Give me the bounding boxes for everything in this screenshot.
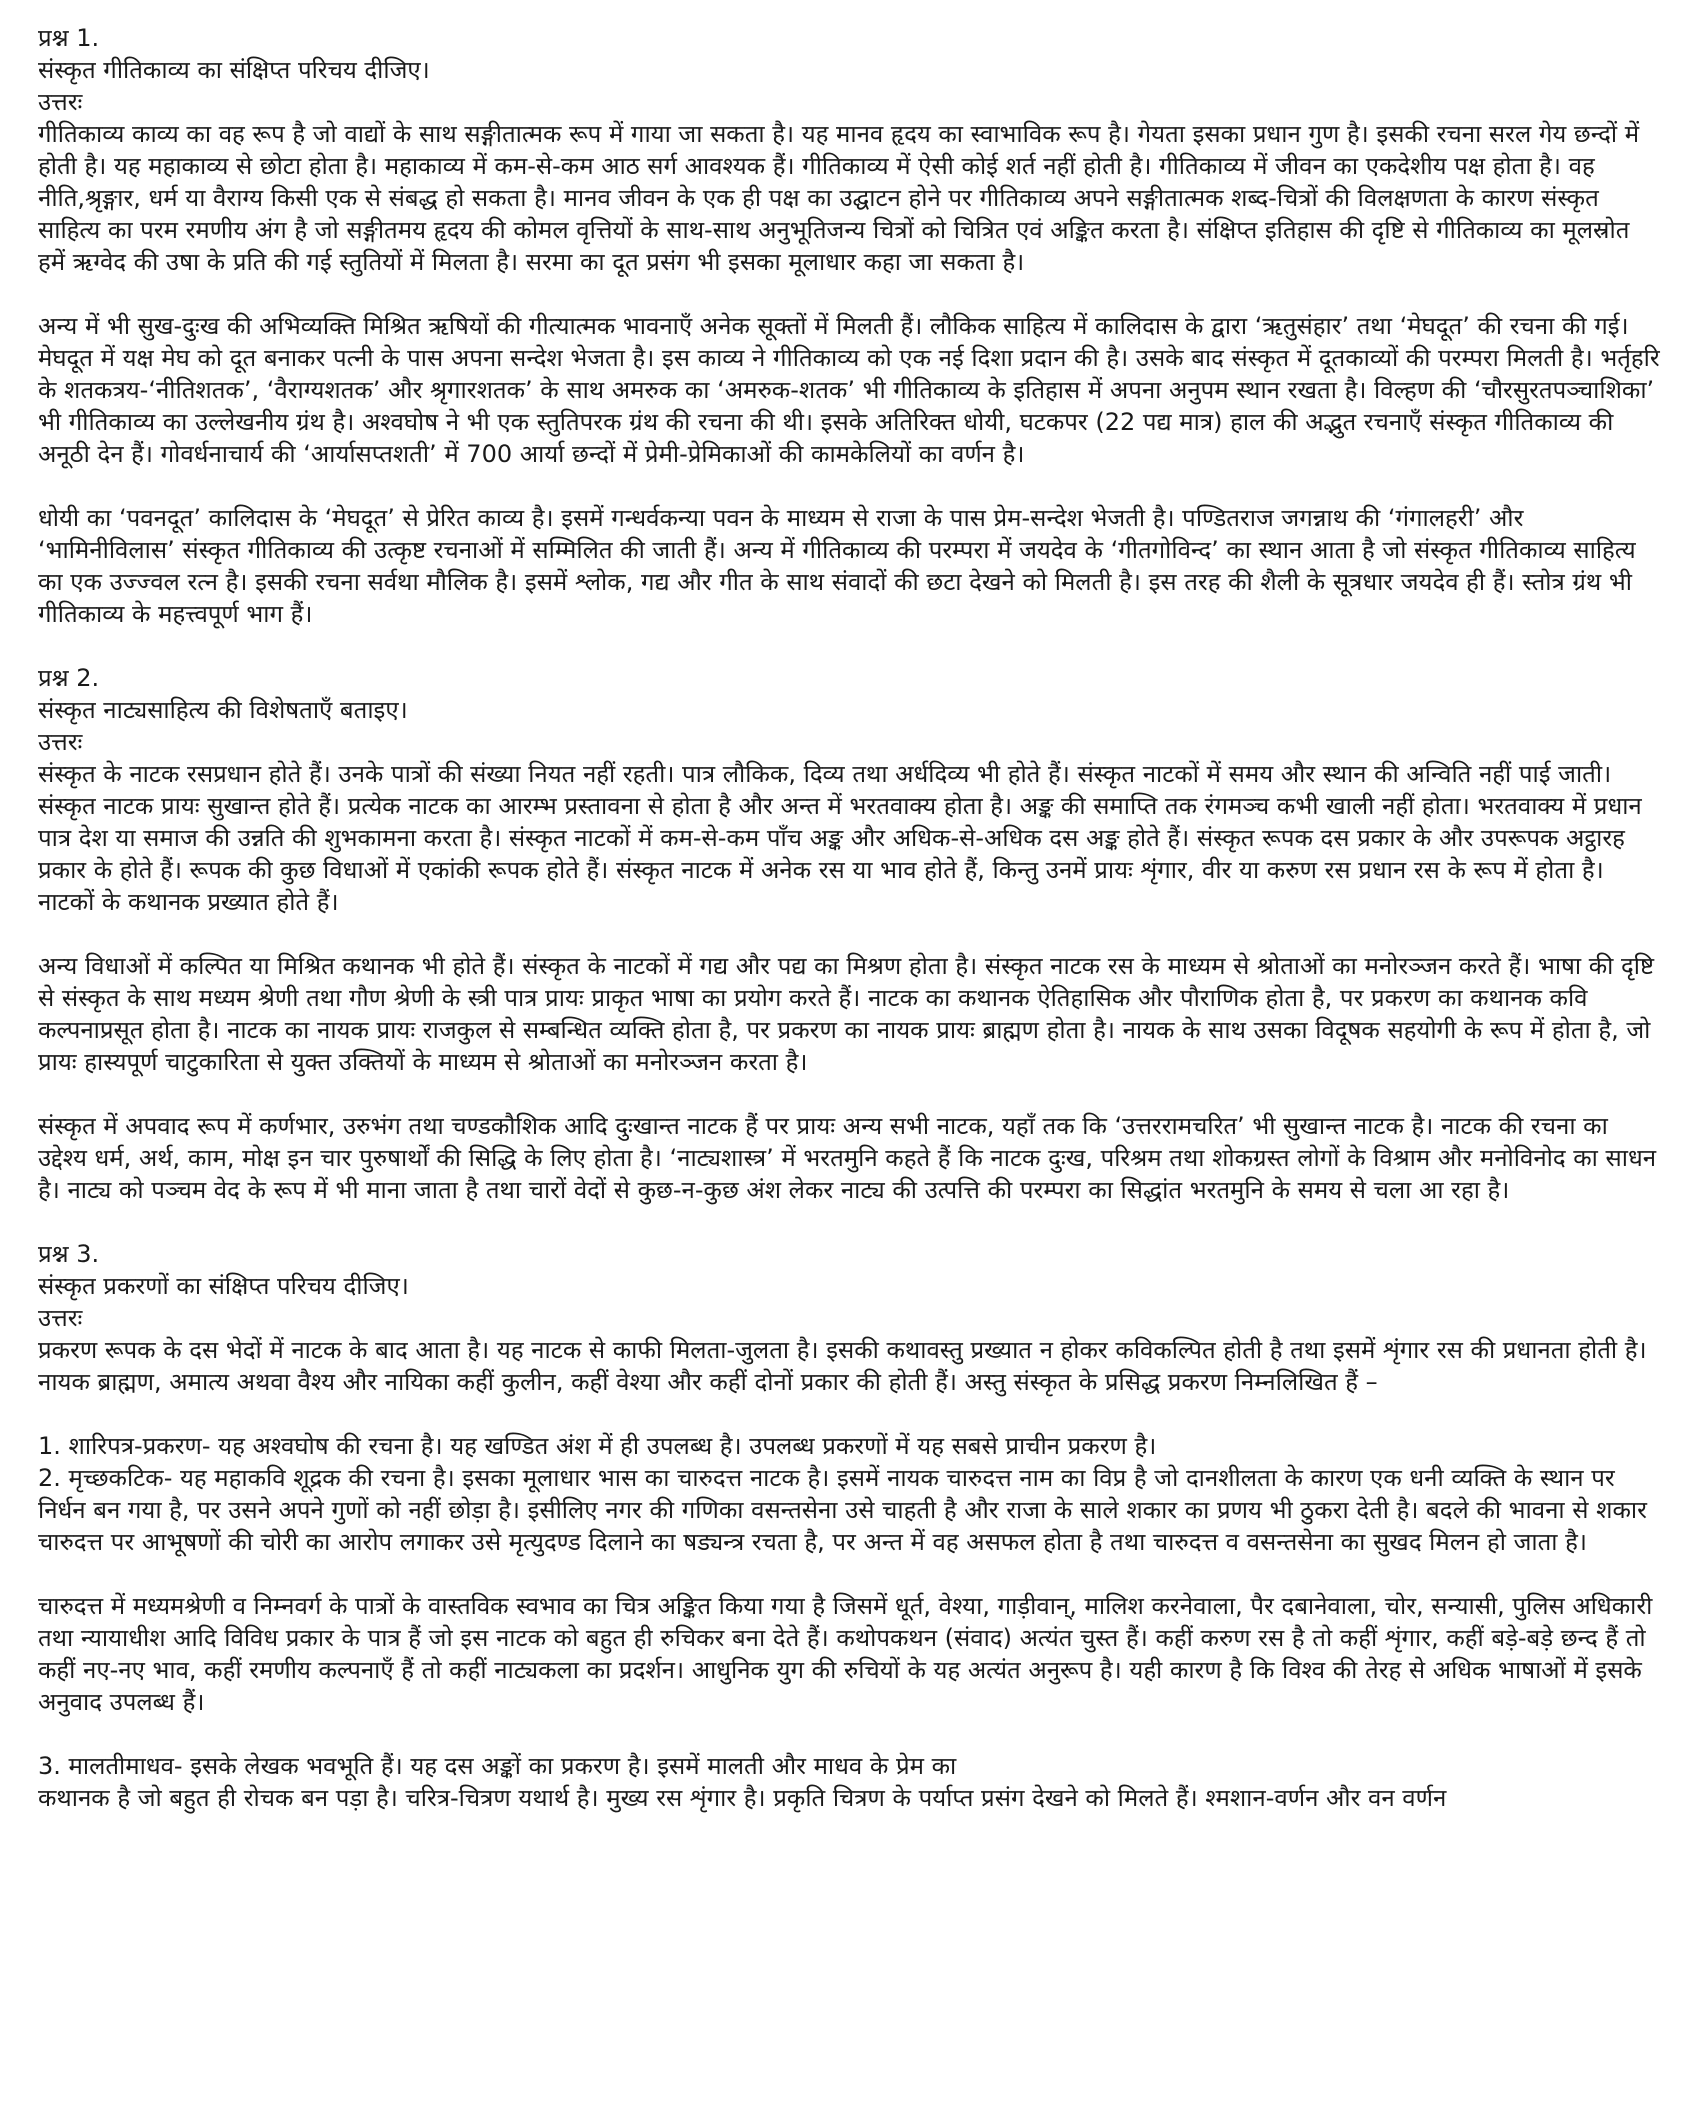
list-item-3-line-1: 3. मालतीमाधव- इसके लेखक भवभूति हैं। यह दस अङ्कों का प्रकरण है। इसमें मालती और माधव के प्रेम का bbox=[38, 1752, 957, 1780]
answer-1-paragraph-1: गीतिकाव्य काव्य का वह रूप है जो वाद्यों के साथ सङ्गीतात्मक रूप में गाया जा सकता है। यह मानव हृदय का स्वाभाविक रूप है। गेयता इसका प्रधान गुण है। इसकी रचना सरल गेय छन्दों में होती है। यह महाकाव्य से छोटा होता है। महाकाव्य में कम-से-कम आठ सर्ग आवश्यक हैं। गीतिकाव्य में ऐसी कोई शर्त नहीं होती है। गीतिकाव्य में जीवन का एकदेशीय पक्ष होता है। वह नीति,श्रृङ्गार, धर्म या वैराग्य किसी एक से संबद्ध हो सकता है। मानव जीवन के एक ही पक्ष का उद्घाटन होने पर गीतिकाव्य अपने सङ्गीतात्मक शब्द-चित्रों की विलक्षणता के कारण संस्कृत साहित्य का परम रमणीय अंग है जो सङ्गीतमय हृदय की कोमल वृत्तियों के साथ-साथ अनुभूतिजन्य चित्रों को चित्रित एवं अङ्कित करता है। संक्षिप्त इतिहास की दृष्टि से गीतिकाव्य का मूलस्रोत हमें ऋग्वेद की उषा के प्रति की गई स्तुतियों में मिलता है। सरमा का दूत प्रसंग भी इसका मूलाधार कहा जा सकता है। bbox=[38, 120, 1640, 276]
answer-2-paragraph-3: संस्कृत में अपवाद रूप में कर्णभार, उरुभंग तथा चण्डकौशिक आदि दुःखान्त नाटक हैं पर प्रायः अन्य सभी नाटक, यहाँ तक कि ‘उत्तररामचरित’ भी सुखान्त नाटक है। नाटक की रचना का उद्देश्य धर्म, अर्थ, काम, मोक्ष इन चार पुरुषार्थों की सिद्धि के लिए होता है। ‘नाट्यशास्त्र’ में भरतमुनि कहते हैं कि नाटक दुःख, परिश्रम तथा शोकग्रस्त लोगों के विश्राम और मनोविनोद का साधन है। नाट्य को पञ्चम वेद के रूप में भी माना जाता है तथा चारों वेदों से कुछ-न-कुछ अंश लेकर नाट्य की उत्पत्ति की परम्परा का सिद्धांत भरतमुनि के समय से चला आ रहा है। bbox=[38, 1112, 1657, 1204]
question-3-text: संस्कृत प्रकरणों का संक्षिप्त परिचय दीजिए। bbox=[38, 1272, 409, 1300]
list-item-3-line-2: कथानक है जो बहुत ही रोचक बन पड़ा है। चरित्र-चित्रण यथार्थ है। मुख्य रस शृंगार है। प्रकृति चित्रण के पर्याप्त प्रसंग देखने को मिलते हैं। श्मशान-वर्णन और वन वर्णन bbox=[38, 1784, 1447, 1812]
list-item-1: 1. शारिपत्र-प्रकरण- यह अश्वघोष की रचना है। यह खण्डित अंश में ही उपलब्ध है। उपलब्ध प्रकरणों में यह सबसे प्राचीन प्रकरण है। bbox=[38, 1432, 1157, 1460]
document bbox=[38, 22, 1662, 1834]
question-1-label: प्रश्न 1. bbox=[38, 24, 100, 52]
list-item-2-continuation: चारुदत्त में मध्यमश्रेणी व निम्नवर्ग के पात्रों के वास्तविक स्वभाव का चित्र अङ्कित किया गया है जिसमें धूर्त, वेश्या, गाड़ीवान्, मालिश करनेवाला, पैर दबानेवाला, चोर, सन्यासी, पुलिस अधिकारी तथा न्यायाधीश आदि विविध प्रकार के पात्र हैं जो इस नाटक को बहुत ही रुचिकर बना देते हैं। कथोपकथन (संवाद) अत्यंत चुस्त हैं। कहीं करुण रस है तो कहीं शृंगार, कहीं बड़े-बड़े छन्द हैं तो कहीं नए-नए भाव, कहीं रमणीय कल्पनाएँ हैं तो कहीं नाट्यकला का प्रदर्शन। आधुनिक युग की रुचियों के यह अत्यंत अनुरूप है। यही कारण है कि विश्व की तेरह से अधिक भाषाओं में इसके अनुवाद उपलब्ध हैं। bbox=[38, 1592, 1653, 1716]
answer-1-paragraph-2: अन्य में भी सुख-दुःख की अभिव्यक्ति मिश्रित ऋषियों की गीत्यात्मक भावनाएँ अनेक सूक्तों में मिलती हैं। लौकिक साहित्य में कालिदास के द्वारा ‘ऋतुसंहार’ तथा ‘मेघदूत’ की रचना की गई। मेघदूत में यक्ष मेघ को दूत बनाकर पत्नी के पास अपना सन्देश भेजता है। इस काव्य ने गीतिकाव्य को एक नई दिशा प्रदान की है। उसके बाद संस्कृत में दूतकाव्यों की परम्परा मिलती है। भर्तृहरि के शतकत्रय-‘नीतिशतक’, ‘वैराग्यशतक’ और श्रृगारशतक’ के साथ अमरुक का ‘अमरुक-शतक’ भी गीतिकाव्य के इतिहास में अपना अनुपम स्थान रखता है। विल्हण की ‘चौरसुरतपञ्चाशिका’ भी गीतिकाव्य का उल्लेखनीय ग्रंथ है। अश्वघोष ने भी एक स्तुतिपरक ग्रंथ की रचना की थी। इसके अतिरिक्त धोयी, घटकपर (22 पद्य मात्र) हाल की अद्भुत रचनाएँ संस्कृत गीतिकाव्य की अनूठी देन हैं। गोवर्धनाचार्य की ‘आर्यासप्तशती’ में 700 आर्या छन्दों में प्रेमी-प्रेमिकाओं की कामकेलियों का वर्णन है। bbox=[38, 312, 1660, 468]
question-2-label: प्रश्न 2. bbox=[38, 664, 100, 692]
question-2-text: संस्कृत नाट्यसाहित्य की विशेषताएँ बताइए। bbox=[38, 696, 408, 724]
answer-1-paragraph-3: धोयी का ‘पवनदूत’ कालिदास के ‘मेघदूत’ से प्रेरित काव्य है। इसमें गन्धर्वकन्या पवन के माध्यम से राजा के पास प्रेम-सन्देश भेजती है। पण्डितराज जगन्नाथ की ‘गंगालहरी’ और ‘भामिनीविलास’ संस्कृत गीतिकाव्य की उत्कृष्ट रचनाओं में सम्मिलित की जाती हैं। अन्य में गीतिकाव्य की परम्परा में जयदेव के ‘गीतगोविन्द’ का स्थान आता है जो संस्कृत गीतिकाव्य साहित्य का एक उज्ज्वल रत्न है। इसकी रचना सर्वथा मौलिक है। इसमें श्लोक, गद्य और गीत के साथ संवादों की छटा देखने को मिलती है। इस तरह की शैली के सूत्रधार जयदेव ही हैं। स्तोत्र ग्रंथ भी गीतिकाव्य के महत्त्वपूर्ण भाग हैं। bbox=[38, 504, 1636, 628]
answer-3-label: उत्तरः bbox=[38, 1304, 83, 1332]
question-1-section bbox=[38, 22, 1662, 630]
answer-1-label: उत्तरः bbox=[38, 88, 83, 116]
list-item-2: 2. मृच्छकटिक- यह महाकवि शूद्रक की रचना है। इसका मूलाधार भास का चारुदत्त नाटक है। इसमें नायक चारुदत्त नाम का विप्र है जो दानशीलता के कारण एक धनी व्यक्ति के स्थान पर निर्धन बन गया है, पर उसने अपने गुणों को नहीं छोड़ा है। इसीलिए नगर की गणिका वसन्तसेना उसे चाहती है और राजा के साले शकार का प्रणय भी ठुकरा देती है। बदले की भावना से शकार चारुदत्त पर आभूषणों की चोरी का आरोप लगाकर उसे मृत्युदण्ड दिलाने का षड्यन्त्र रचता है, पर अन्त में वह असफल होता है तथा चारुदत्त व वसन्तसेना का सुखद मिलन हो जाता है। bbox=[38, 1464, 1647, 1556]
question-3-label: प्रश्न 3. bbox=[38, 1240, 100, 1268]
question-3-section bbox=[38, 1238, 1662, 1814]
answer-2-paragraph-1: संस्कृत के नाटक रसप्रधान होते हैं। उनके पात्रों की संख्या नियत नहीं रहती। पात्र लौकिक, दिव्य तथा अर्धदिव्य भी होते हैं। संस्कृत नाटकों में समय और स्थान की अन्विति नहीं पाई जाती। संस्कृत नाटक प्रायः सुखान्त होते हैं। प्रत्येक नाटक का आरम्भ प्रस्तावना से होता है और अन्त में भरतवाक्य होता है। अङ्क की समाप्ति तक रंगमञ्च कभी खाली नहीं होता। भरतवाक्य में प्रधान पात्र देश या समाज की उन्नति की शुभकामना करता है। संस्कृत नाटकों में कम-से-कम पाँच अङ्क और अधिक-से-अधिक दस अङ्क होते हैं। संस्कृत रूपक दस प्रकार के और उपरूपक अट्ठारह प्रकार के होते हैं। रूपक की कुछ विधाओं में एकांकी रूपक होते हैं। संस्कृत नाटक में अनेक रस या भाव होते हैं, किन्तु उनमें प्रायः शृंगार, वीर या करुण रस प्रधान रस के रूप में होता है। नाटकों के कथानक प्रख्यात होते हैं। bbox=[38, 760, 1642, 916]
answer-2-label: उत्तरः bbox=[38, 728, 83, 756]
prakaran-list bbox=[38, 1430, 1662, 1558]
answer-2-paragraph-2: अन्य विधाओं में कल्पित या मिश्रित कथानक भी होते हैं। संस्कृत के नाटकों में गद्य और पद्य का मिश्रण होता है। संस्कृत नाटक रस के माध्यम से श्रोताओं का मनोरञ्जन करते हैं। भाषा की दृष्टि से संस्कृत के साथ मध्यम श्रेणी तथा गौण श्रेणी के स्त्री पात्र प्रायः प्राकृत भाषा का प्रयोग करते हैं। नाटक का कथानक ऐतिहासिक और पौराणिक होता है, पर प्रकरण का कथानक कवि कल्पनाप्रसूत होता है। नाटक का नायक प्रायः राजकुल से सम्बन्धित व्यक्ति होता है, पर प्रकरण का नायक प्रायः ब्राह्मण होता है। नायक के साथ उसका विदूषक सहयोगी के रूप में होता है, जो प्रायः हास्यपूर्ण चाटुकारिता से युक्त उक्तियों के माध्यम से श्रोताओं का मनोरञ्जन करता है। bbox=[38, 952, 1655, 1076]
answer-3-intro: प्रकरण रूपक के दस भेदों में नाटक के बाद आता है। यह नाटक से काफी मिलता-जुलता है। इसकी कथावस्तु प्रख्यात न होकर कविकल्पित होती है तथा इसमें शृंगार रस की प्रधानता होती है। नायक ब्राह्मण, अमात्य अथवा वैश्य और नायिका कहीं कुलीन, कहीं वेश्या और कहीं दोनों प्रकार की होती हैं। अस्तु संस्कृत के प्रसिद्ध प्रकरण निम्नलिखित हैं – bbox=[38, 1336, 1647, 1396]
question-2-section bbox=[38, 662, 1662, 1206]
question-1-text: संस्कृत गीतिकाव्य का संक्षिप्त परिचय दीजिए। bbox=[38, 56, 430, 84]
